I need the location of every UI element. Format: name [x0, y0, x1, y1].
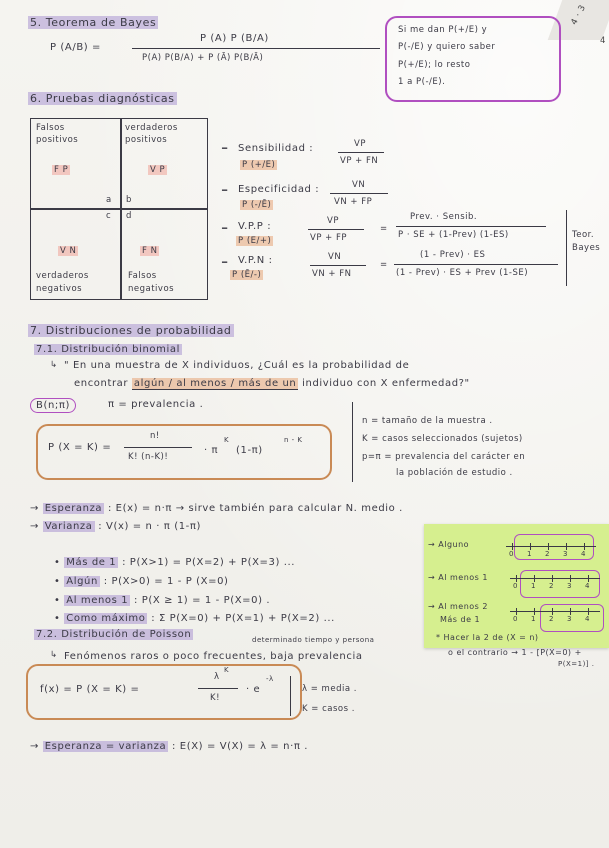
- side-note-bayes: Bayes: [572, 243, 601, 253]
- poisson-sup-k: K: [224, 666, 230, 674]
- number-line-tick: [570, 608, 571, 615]
- binomial-item-como-maximo: • Como máximo : Σ P(X=0) + P(X=1) + P(X=2) ...: [54, 613, 335, 624]
- vpp-den: VP + FP: [310, 233, 347, 243]
- vpp-eq-fraction-line: [396, 226, 546, 227]
- vpn-eq-fraction-line: [394, 264, 558, 265]
- note-label-alguno: → Alguno: [428, 540, 470, 549]
- side-note-contrario: o el contrario → 1 - [P(X=0) +: [448, 648, 582, 657]
- number-line-label: 4: [585, 615, 590, 623]
- number-line-tick: [584, 543, 585, 550]
- poisson-esperanza: → Esperanza = varianza : E(X) = V(X) = λ = n·π .: [30, 741, 309, 752]
- binomial-sup-k: K: [224, 436, 230, 444]
- note-label-al-menos-2: → Al menos 2: [428, 602, 488, 611]
- table-cell-a: a: [106, 195, 112, 205]
- number-line-tick: [534, 575, 535, 582]
- poisson-title: 7.2. Distribución de Poisson: [36, 629, 192, 640]
- pi-definition: π = prevalencia .: [108, 399, 204, 410]
- bayes-note-line: Si me dan P(+/E) y: [398, 25, 488, 35]
- number-line-tick: [570, 575, 571, 582]
- table-cell-d: d: [126, 211, 132, 221]
- binomial-def-n: n = tamaño de la muestra .: [362, 416, 493, 426]
- table-cell-c: c: [106, 211, 112, 221]
- binomial-item-al-menos-1: • Al menos 1 : P(X ≥ 1) = 1 - P(X=0) .: [54, 595, 271, 606]
- poisson-formula-left: f(x) = P (X = K) =: [40, 684, 140, 695]
- corner-mark: 4 · 3: [569, 3, 589, 27]
- side-note-contrario-2: P(X=1)] .: [558, 660, 595, 668]
- number-line-label: 1: [527, 550, 532, 558]
- vpn-den: VN + FN: [312, 269, 352, 279]
- table-footer-vn-2: negativos: [36, 284, 83, 294]
- number-line-tick: [516, 608, 517, 615]
- binomial-def-k: K = casos seleccionados (sujetos): [362, 434, 523, 444]
- table-footer-vn-1: verdaderos: [36, 271, 89, 281]
- vpp-equals: =: [380, 224, 388, 234]
- number-line-tick: [552, 575, 553, 582]
- distribuciones-title: 7. Distribuciones de probabilidad: [30, 324, 232, 337]
- vpp-num: VP: [327, 216, 339, 226]
- poisson-tail: · e: [246, 684, 261, 695]
- vpn-fraction-line: [310, 265, 366, 266]
- poisson-frac-num: λ: [214, 672, 220, 682]
- number-line-tick: [534, 608, 535, 615]
- bullet-arrow: ━: [222, 144, 228, 154]
- binomial-frac-num: n!: [150, 431, 160, 441]
- note-sublabel-mas-de-1: Más de 1: [440, 615, 481, 624]
- bayes-note-line: P(+/E); lo resto: [398, 60, 471, 70]
- table-header-fp-2: positivos: [36, 135, 79, 145]
- vpn-label: V.P.N :: [238, 255, 273, 266]
- vpp-fraction-line: [308, 229, 364, 230]
- number-line-al-menos-1: [510, 578, 600, 579]
- number-line-tick: [530, 543, 531, 550]
- binomial-varianza: → Varianza : V(x) = n · π (1-π): [30, 521, 201, 532]
- return-arrow: ↳: [50, 650, 58, 660]
- vpp-label: V.P.P :: [238, 221, 272, 232]
- bullet-arrow: ━: [222, 258, 228, 268]
- sensibilidad-fraction-line: [338, 152, 384, 153]
- number-line-label: 2: [545, 550, 550, 558]
- poisson-frac-line: [198, 688, 238, 689]
- bullet-arrow: ━: [222, 186, 228, 196]
- note-label-al-menos-1: → Al menos 1: [428, 573, 488, 582]
- number-line-tick: [548, 543, 549, 550]
- pruebas-title: 6. Pruebas diagnósticas: [30, 92, 175, 105]
- number-line-label: 4: [581, 550, 586, 558]
- table-footer-fn-1: Falsos: [128, 271, 157, 281]
- poisson-frac-den: K!: [210, 693, 220, 703]
- number-line-label: 1: [531, 582, 536, 590]
- vpn-eq-num: (1 - Prev) · ES: [420, 250, 486, 260]
- number-line-label: 2: [549, 615, 554, 623]
- sensibilidad-num: VP: [354, 139, 366, 149]
- number-line-alguno: [506, 546, 596, 547]
- bayes-note-line: P(-/E) y quiero saber: [398, 42, 496, 52]
- binomial-formula-pi: · π: [204, 445, 219, 456]
- especificidad-den: VN + FP: [334, 197, 373, 207]
- sensibilidad-label: Sensibilidad :: [238, 143, 314, 154]
- table-code-vp: V P: [150, 165, 166, 175]
- table-header-vp-1: verdaderos: [125, 123, 178, 133]
- number-line-tick: [516, 575, 517, 582]
- binomial-item-algun: • Algún : P(X>0) = 1 - P (X=0): [54, 576, 229, 587]
- table-cell-b: b: [126, 195, 132, 205]
- number-line-tick: [588, 608, 589, 615]
- number-line-label: 4: [585, 582, 590, 590]
- side-note-teor: Teor.: [572, 230, 595, 240]
- table-header-vp-2: positivos: [125, 135, 168, 145]
- binomial-formula-tail: (1-π): [236, 445, 263, 456]
- poisson-description: Fenómenos raros o poco frecuentes, baja prevalencia: [64, 651, 363, 662]
- number-line-label: 3: [567, 582, 572, 590]
- number-line-tick: [588, 575, 589, 582]
- number-line-tick: [552, 608, 553, 615]
- binomial-frac-den: K! (n-K)!: [128, 452, 169, 462]
- bayes-denominator: P(A) P(B/A) + P (Ā) P(B/Ā): [142, 53, 264, 63]
- vpn-prob: P (Ē/-): [232, 270, 262, 280]
- binomial-def-p: p=π = prevalencia del carácter en: [362, 452, 526, 462]
- table-horizontal-divider: [30, 208, 208, 210]
- number-line-label: 2: [549, 582, 554, 590]
- number-line-label: 3: [563, 550, 568, 558]
- vpp-eq-den: P · SE + (1-Prev) (1-ES): [398, 230, 509, 240]
- binomial-item-mas-de-1: • Más de 1 : P(X>1) = P(X=2) + P(X=3) ...: [54, 557, 296, 568]
- table-code-fn: F N: [142, 246, 158, 256]
- poisson-def-lambda: λ = media .: [302, 684, 357, 694]
- return-arrow: ↳: [50, 360, 58, 370]
- side-note-hacer: * Hacer la 2 de (X = n): [436, 633, 539, 642]
- number-line-label: 1: [531, 615, 536, 623]
- poisson-subtitle-note: determinado tiempo y persona: [252, 636, 375, 644]
- vpp-prob: P (E/+): [238, 236, 272, 246]
- binomial-defs-brace: [352, 402, 353, 482]
- table-code-fp: F P: [54, 165, 69, 175]
- number-line-al-menos-2: [510, 611, 600, 612]
- binomial-formula-left: P (X = K) =: [48, 442, 112, 453]
- especificidad-num: VN: [352, 180, 366, 190]
- binomial-question-line2: encontrar algún / al menos / más de un individuo con X enfermedad?": [74, 378, 470, 389]
- especificidad-fraction-line: [330, 193, 388, 194]
- number-line-tick: [512, 543, 513, 550]
- number-line-tick: [566, 543, 567, 550]
- bayes-numerator: P (A) P (B/A): [200, 33, 269, 44]
- number-line-label: 3: [567, 615, 572, 623]
- sensibilidad-prob: P (+/E): [242, 160, 276, 170]
- table-footer-fn-2: negativos: [128, 284, 175, 294]
- bayes-brace: [566, 210, 567, 286]
- vpn-equals: =: [380, 260, 388, 270]
- binomial-frac-line: [124, 447, 192, 448]
- sensibilidad-den: VP + FN: [340, 156, 379, 166]
- table-header-fp-1: Falsos: [36, 123, 65, 133]
- binomial-sup-nk: n - K: [284, 436, 303, 444]
- bayes-fraction-line: [132, 48, 380, 49]
- bayes-lhs: P (A/B) =: [50, 42, 102, 53]
- vpp-eq-num: Prev. · Sensib.: [410, 212, 478, 222]
- binomial-esperanza: → Esperanza : E(x) = n·π → sirve también para calcular N. medio .: [30, 503, 403, 514]
- poisson-sup-lambda: -λ: [266, 675, 274, 683]
- table-code-vn: V N: [60, 246, 77, 256]
- corner-mark-2: 4: [600, 36, 606, 46]
- especificidad-prob: P (-/Ē): [242, 200, 272, 210]
- bullet-arrow: ━: [222, 224, 228, 234]
- number-line-label: 0: [513, 615, 518, 623]
- binomial-title: 7.1. Distribución binomial: [36, 344, 180, 355]
- binomial-notation: B(n;π): [30, 398, 76, 413]
- bayes-title: 5. Teorema de Bayes: [30, 16, 157, 29]
- poisson-defs-brace: [290, 676, 291, 716]
- number-line-label: 0: [509, 550, 514, 558]
- especificidad-label: Especificidad :: [238, 184, 320, 195]
- binomial-def-p2: la población de estudio .: [396, 468, 513, 478]
- bayes-note-line: 1 a P(-/E).: [398, 77, 446, 87]
- vpn-num: VN: [328, 252, 342, 262]
- binomial-question-line1: " En una muestra de X individuos, ¿Cuál es la probabilidad de: [64, 360, 410, 371]
- poisson-def-k: K = casos .: [302, 704, 355, 714]
- number-line-label: 0: [513, 582, 518, 590]
- vpn-eq-den: (1 - Prev) · ES + Prev (1-SE): [396, 268, 529, 278]
